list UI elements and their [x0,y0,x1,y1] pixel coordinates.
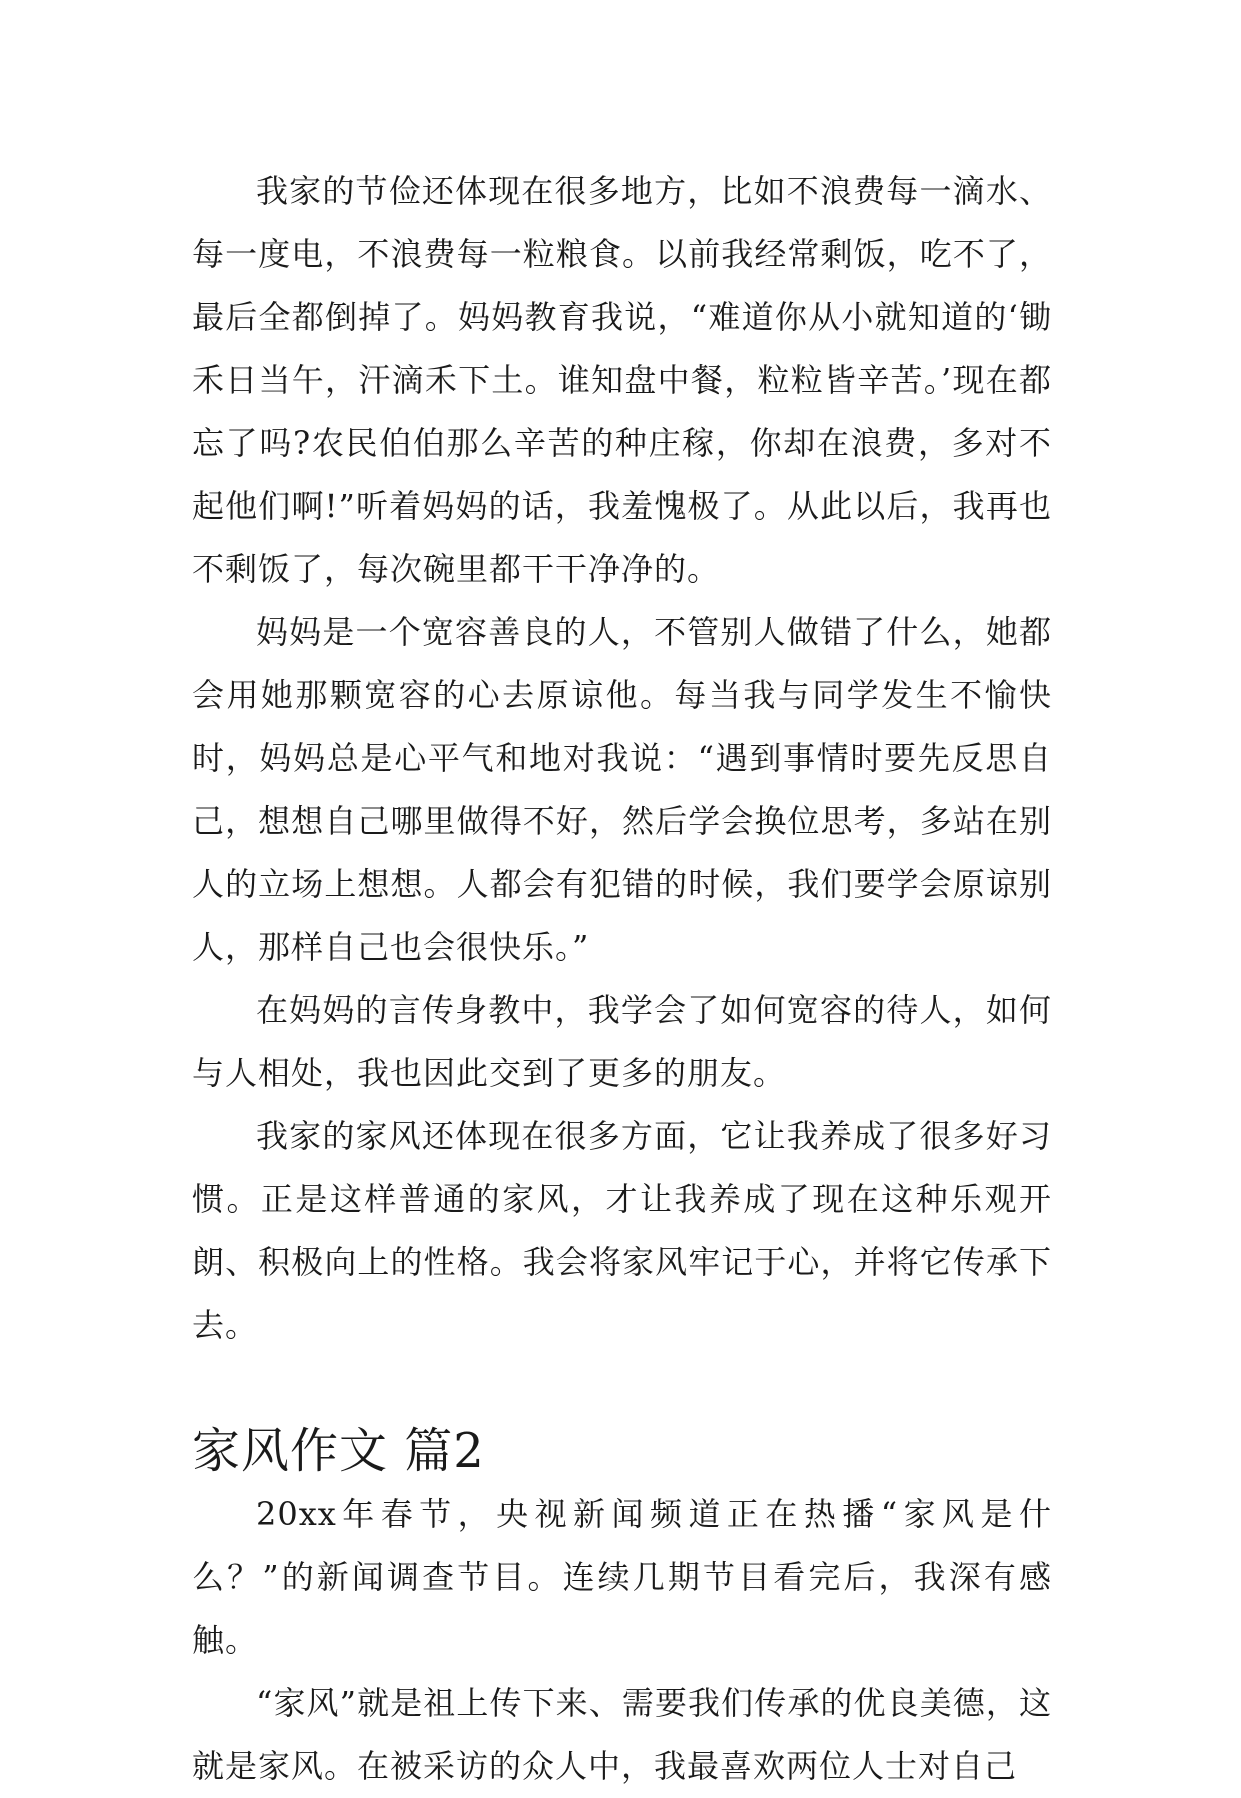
paragraph-frugality: 我家的节俭还体现在很多地方，比如不浪费每一滴水、每一度电，不浪费每一粒粮食。以前我经常剩饭，吃不了，最后全都倒掉了。妈妈教育我说，“难道你从小就知道的‘锄禾日当午，汗滴禾下土。谁知盘中餐，粒粒皆辛苦。’现在都忘了吗?农民伯伯那么辛苦的种庄稼，你却在浪费，多对不起他们啊!”听着妈妈的话，我羞愧极了。从此以后，我再也不剩饭了，每次碗里都干干净净的。 [192,172,1052,588]
paragraph-tolerance: 妈妈是一个宽容善良的人，不管别人做错了什么，她都会用她那颗宽容的心去原谅他。每当我与同学发生不愉快时，妈妈总是心平气和地对我说：“遇到事情时要先反思自己，想想自己哪里做得不好，然后学会换位思考，多站在别人的立场上想想。人都会有犯错的时候，我们要学会原谅别人，那样自己也会很快乐。” [192,613,1052,966]
paragraph-conclusion: 我家的家风还体现在很多方面，它让我养成了很多好习惯。正是这样普通的家风，才让我养成了现在这种乐观开朗、积极向上的性格。我会将家风牢记于心，并将它传承下去。 [192,1117,1052,1344]
paragraph-spring-festival: 20xx年春节，央视新闻频道正在热播“家风是什么？”的新闻调查节目。连续几期节目看完后，我深有感触。 [192,1495,1052,1659]
paragraph-family-style: “家风”就是祖上传下来、需要我们传承的优良美德，这就是家风。在被采访的众人中，我最喜欢两位人士对自己 [192,1684,1052,1785]
section-heading: 家风作文 篇2 [192,1423,485,1479]
paragraph-learning: 在妈妈的言传身教中，我学会了如何宽容的待人，如何与人相处，我也因此交到了更多的朋友。 [192,991,1052,1092]
document-body [192,160,1052,1798]
section-spacer [192,1357,1052,1420]
